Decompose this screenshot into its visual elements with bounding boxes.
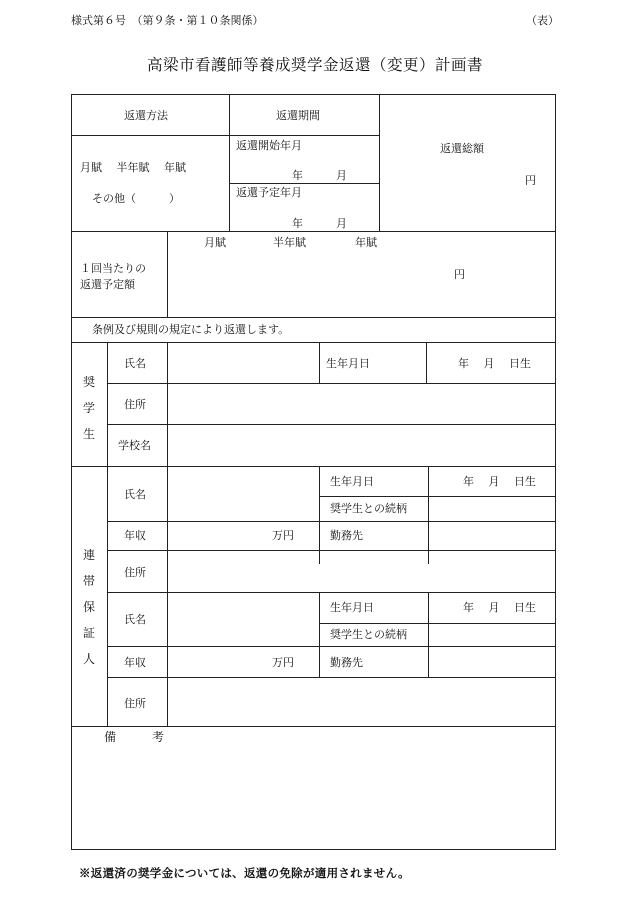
guarantor1-workplace-label: 勤務先 — [330, 529, 363, 542]
guarantor1-income-unit[interactable]: 万円 — [272, 529, 294, 542]
divider — [107, 521, 556, 522]
guarantor2-name-label: 氏名 — [124, 613, 146, 626]
divider — [319, 623, 556, 624]
total-amount-unit[interactable]: 円 — [525, 174, 536, 187]
divider — [71, 317, 556, 318]
divider — [229, 183, 379, 184]
guarantor1-birth-field[interactable]: 年 月 日生 — [463, 475, 536, 488]
installment-amount-unit[interactable]: 円 — [454, 268, 465, 281]
divider — [71, 726, 556, 727]
return-method-other[interactable]: その他（ ） — [92, 192, 180, 205]
guarantor1-relation-label: 奨学生との続柄 — [330, 502, 407, 515]
divider — [107, 383, 556, 384]
guarantor2-workplace-label: 勤務先 — [330, 656, 363, 669]
guarantor2-birth-label: 生年月日 — [330, 601, 374, 614]
remarks-label: 備 考 — [104, 730, 165, 744]
divider — [71, 135, 379, 136]
divider — [319, 592, 320, 677]
total-amount-label: 返還総額 — [440, 142, 484, 155]
guarantor2-birth-field[interactable]: 年 月 日生 — [463, 601, 536, 614]
start-date-field[interactable]: 年 月 — [292, 169, 347, 182]
guarantor2-income-label: 年収 — [124, 656, 146, 669]
divider — [428, 592, 429, 677]
student-birth-field[interactable]: 年 月 日生 — [458, 357, 531, 370]
semiannual-option[interactable]: 半年賦 — [273, 236, 306, 249]
return-method-heading: 返還方法 — [124, 109, 168, 122]
form-number: 様式第６号 （第９条・第１０条関係） — [71, 14, 264, 27]
installment-label-line1: １回当たりの — [80, 262, 146, 275]
divider — [107, 677, 556, 678]
guarantor2-income-unit[interactable]: 万円 — [272, 656, 294, 669]
divider — [107, 550, 556, 551]
front-side-mark: （表） — [526, 14, 559, 27]
statement-text: 条例及び規則の規定により返還します。 — [92, 323, 290, 336]
student-birth-label: 生年月日 — [326, 357, 370, 370]
guarantor1-birth-label: 生年月日 — [330, 475, 374, 488]
divider — [167, 466, 168, 726]
return-period-heading: 返還期間 — [276, 109, 320, 122]
guarantor1-address-label: 住所 — [124, 566, 146, 579]
divider — [107, 646, 556, 647]
divider — [319, 496, 556, 497]
guarantor-section-label: 連 帯 保 証 人 — [82, 548, 95, 666]
footnote: ※返還済の奨学金については、返還の免除が適用されません。 — [79, 866, 410, 880]
student-section-label: 奨 学 生 — [82, 375, 95, 441]
return-method-options[interactable]: 月賦 半年賦 年賦 — [80, 161, 186, 174]
guarantor2-relation-label: 奨学生との続柄 — [330, 628, 407, 641]
divider — [107, 592, 556, 593]
document-title: 高梁市看護師等養成奨学金返還（変更）計画書 — [146, 56, 483, 74]
end-date-field[interactable]: 年 月 — [292, 217, 347, 230]
divider — [379, 94, 380, 231]
divider — [71, 466, 556, 467]
student-name-label: 氏名 — [124, 357, 146, 370]
start-date-label: 返還開始年月 — [236, 139, 302, 152]
monthly-option[interactable]: 月賦 — [204, 236, 226, 249]
divider — [319, 342, 320, 383]
divider — [229, 94, 230, 231]
divider — [426, 342, 427, 383]
annual-option[interactable]: 年賦 — [355, 236, 377, 249]
divider — [107, 342, 108, 726]
guarantor1-income-label: 年収 — [124, 529, 146, 542]
installment-label-line2: 返還予定額 — [80, 278, 135, 291]
end-date-label: 返還予定年月 — [236, 186, 302, 199]
student-address-label: 住所 — [124, 398, 146, 411]
divider — [167, 231, 168, 317]
student-school-label: 学校名 — [118, 439, 151, 452]
divider — [71, 342, 556, 343]
divider — [167, 342, 168, 466]
divider — [107, 424, 556, 425]
guarantor1-name-label: 氏名 — [124, 488, 146, 501]
divider — [71, 231, 556, 232]
guarantor2-address-label: 住所 — [124, 697, 146, 710]
